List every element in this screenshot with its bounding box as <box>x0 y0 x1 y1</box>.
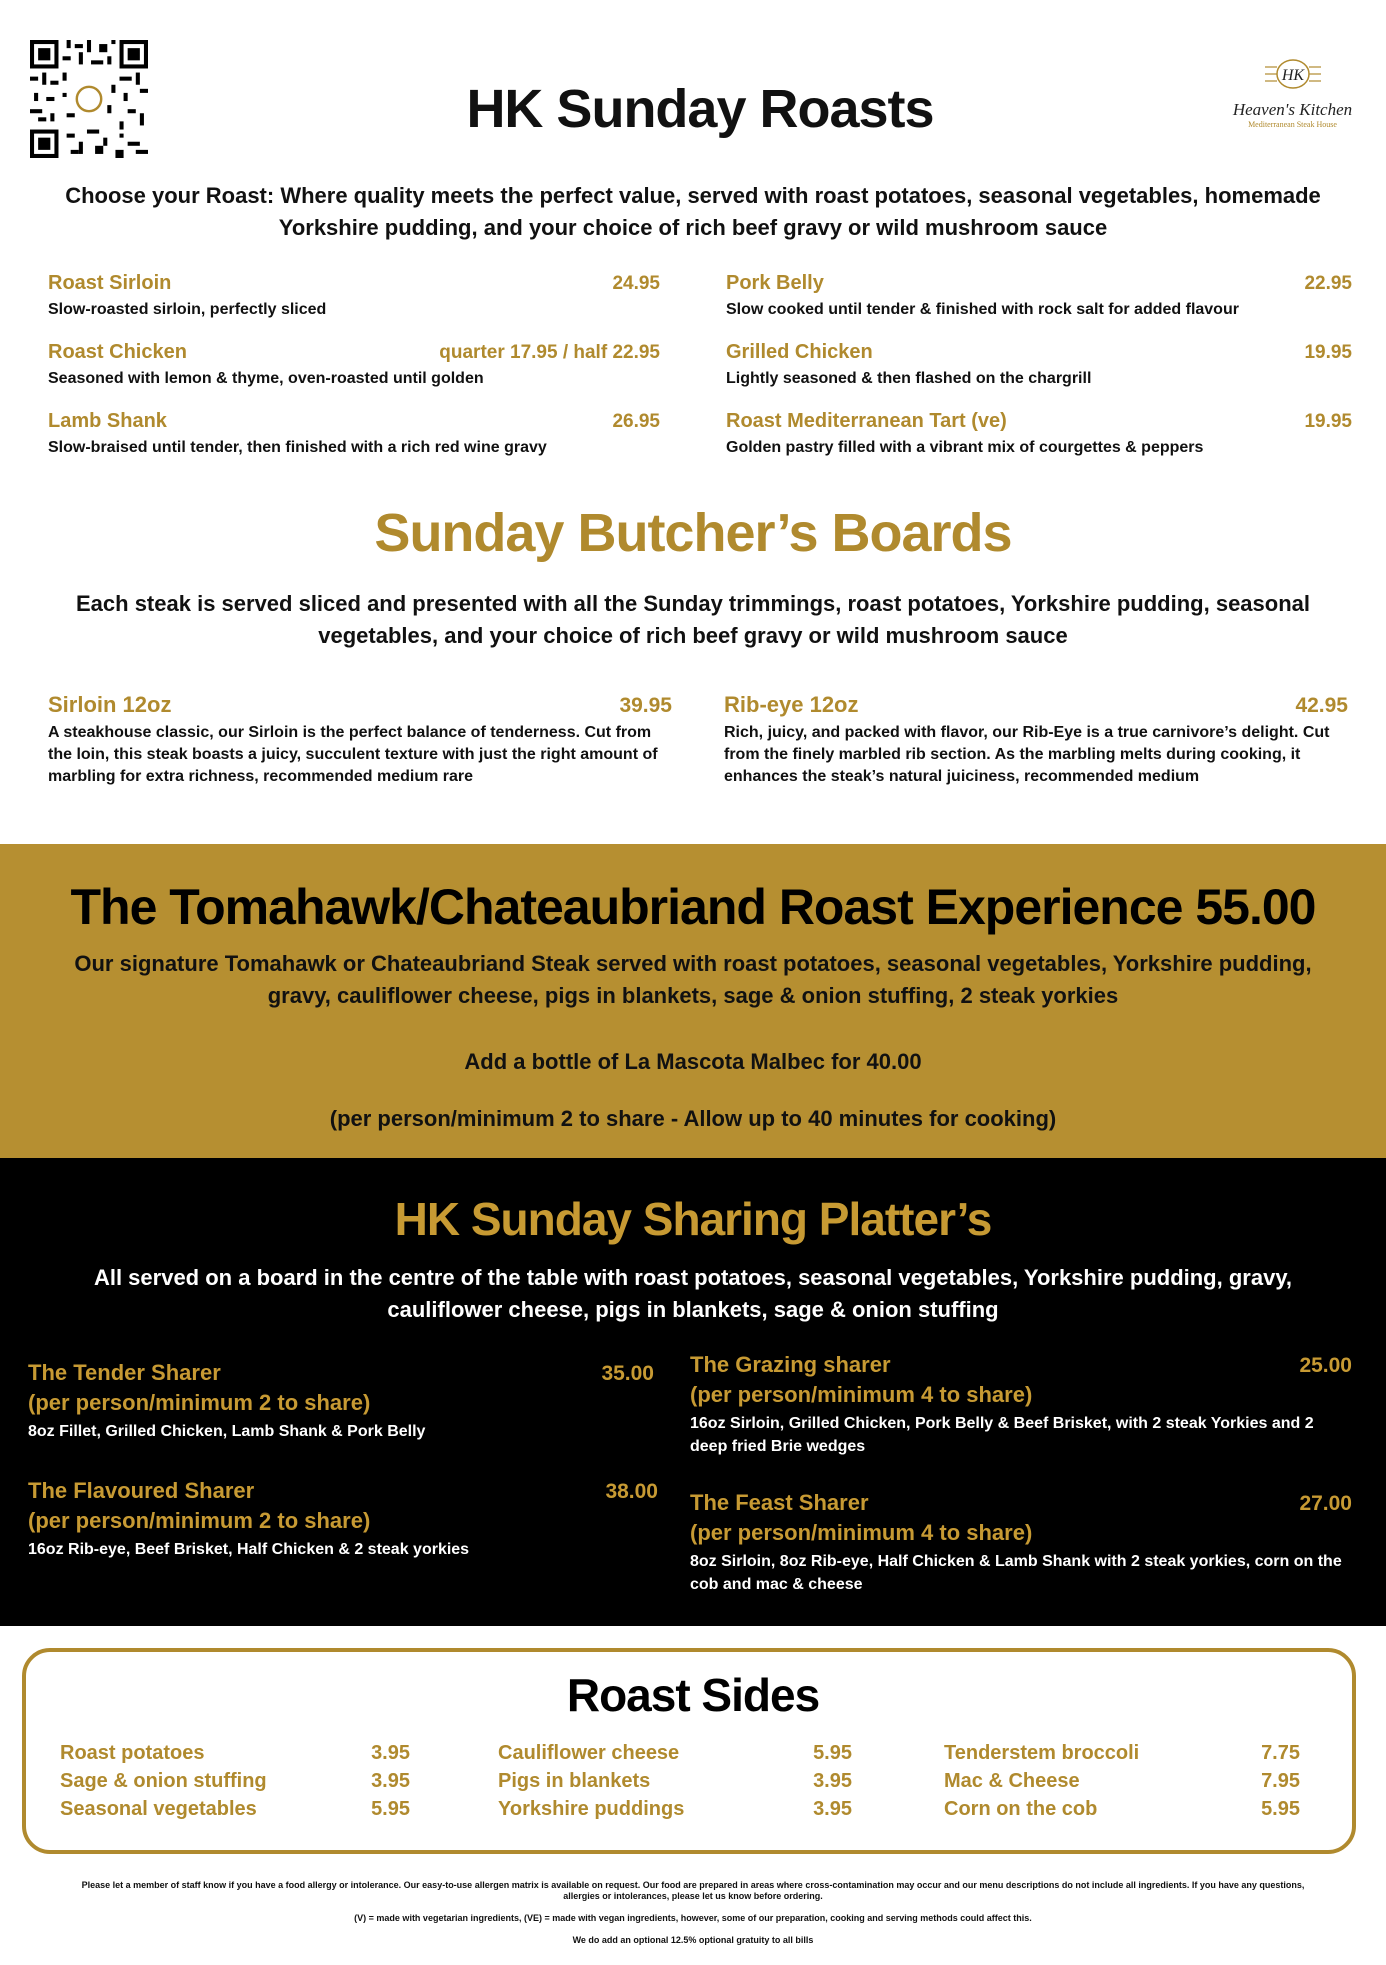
side-price: 7.95 <box>1261 1770 1300 1792</box>
logo-name: Heaven's Kitchen <box>1232 100 1353 119</box>
sharer-desc: 8oz Sirloin, 8oz Rib-eye, Half Chicken & Lamb Shank with 2 steak yorkies, corn on the cob and mac & cheese <box>690 1553 1342 1593</box>
sharer-price: 27.00 <box>1299 1492 1352 1515</box>
side-name: Cauliflower cheese <box>498 1742 680 1764</box>
menu-item-grilled-chicken <box>726 341 1352 390</box>
side-price: 3.95 <box>371 1770 410 1792</box>
side-price: 5.95 <box>1261 1798 1300 1820</box>
item-price: 26.95 <box>612 411 660 432</box>
item-price: 22.95 <box>1304 273 1352 294</box>
side-price: 5.95 <box>813 1742 852 1764</box>
sharer-feast <box>690 1490 1352 1596</box>
item-price: 42.95 <box>1295 694 1348 717</box>
boards-title: Sunday Butcher’s Boards <box>374 503 1012 563</box>
item-desc: Slow-roasted sirloin, perfectly sliced <box>48 301 327 318</box>
sharer-grazing <box>690 1352 1352 1458</box>
item-name: Pork Belly <box>726 272 824 294</box>
sharer-desc: 16oz Rib-eye, Beef Brisket, Half Chicken & 2 steak yorkies <box>28 1541 470 1558</box>
sharer-min: (per person/minimum 4 to share) <box>690 1520 1033 1545</box>
menu-item-roast-chicken <box>48 341 660 390</box>
item-price: 24.95 <box>612 273 660 294</box>
item-name: Roast Mediterranean Tart (ve) <box>726 410 1007 432</box>
sharer-desc: 8oz Fillet, Grilled Chicken, Lamb Shank & Pork Belly <box>28 1423 426 1440</box>
item-price: quarter 17.95 / half 22.95 <box>439 342 660 363</box>
item-name: Sirloin 12oz <box>48 692 172 717</box>
menu-item-pork-belly <box>726 272 1352 321</box>
side-price: 3.95 <box>813 1798 852 1820</box>
side-item <box>498 1798 852 1821</box>
side-price: 3.95 <box>813 1770 852 1792</box>
svg-text:HK: HK <box>1281 67 1304 84</box>
item-price: 19.95 <box>1304 411 1352 432</box>
item-name: Roast Sirloin <box>48 272 172 294</box>
boards-intro: Each steak is served sliced and presented with all the Sunday trimmings, roast potatoes, Yorkshire pudding, seasonal vegetables, and your choice of rich beef gravy or wild mushroom sauce <box>76 591 1310 648</box>
item-desc: Seasoned with lemon & thyme, oven-roasted until golden <box>48 370 484 387</box>
gratuity-note: We do add an optional 12.5% optional gratuity to all bills <box>572 1935 814 1945</box>
sharer-min: (per person/minimum 4 to share) <box>690 1382 1033 1407</box>
side-item <box>60 1770 410 1793</box>
roast-intro: Choose your Roast: Where quality meets the perfect value, served with roast potatoes, seasonal vegetables, homemade Yorkshire pudding, and your choice of rich beef gravy or wild mushroom sauce <box>65 183 1321 240</box>
side-item <box>60 1742 410 1765</box>
side-name: Corn on the cob <box>944 1798 1098 1820</box>
sharer-name: The Flavoured Sharer <box>28 1478 255 1503</box>
sharer-tender <box>28 1360 654 1443</box>
sharer-name: The Feast Sharer <box>690 1490 869 1515</box>
sharer-min: (per person/minimum 2 to share) <box>28 1390 371 1415</box>
experience-desc: Our signature Tomahawk or Chateaubriand Steak served with roast potatoes, seasonal vegetables, Yorkshire pudding, gravy, cauliflower cheese, pigs in blankets, sage & onion stuffing, 2 steak yorkies <box>74 951 1312 1008</box>
sides-title: Roast Sides <box>566 1669 820 1721</box>
item-name: Grilled Chicken <box>726 341 873 363</box>
side-name: Pigs in blankets <box>498 1770 651 1792</box>
sharing-intro: All served on a board in the centre of the table with roast potatoes, seasonal vegetables, Yorkshire pudding, gravy, cauliflower cheese, pigs in blankets, sage & onion stuffing <box>93 1265 1293 1322</box>
menu-item-ribeye-12oz <box>724 692 1348 788</box>
menu-item-roast-sirloin <box>48 272 660 321</box>
sharer-min: (per person/minimum 2 to share) <box>28 1508 371 1533</box>
side-price: 5.95 <box>371 1798 410 1820</box>
side-item <box>60 1798 410 1821</box>
item-desc: Rich, juicy, and packed with flavor, our Rib-Eye is a true carnivore’s delight. Cut from the finely marbled rib section. As the marbling melts during cooking, it enhances the steak’s natural juiciness, recommended medium <box>724 724 1330 785</box>
side-item <box>498 1770 852 1793</box>
item-desc: A steakhouse classic, our Sirloin is the perfect balance of tenderness. Cut from the loin, this steak boasts a juicy, succulent texture with just the right amount of marbling for extra richness, recommended medium rare <box>48 724 658 785</box>
logo-tagline: Mediterranean Steak House <box>1248 120 1337 129</box>
sharer-desc: 16oz Sirloin, Grilled Chicken, Pork Belly & Beef Brisket, with 2 steak Yorkies and 2 deep fried Brie wedges <box>690 1415 1314 1455</box>
menu-item-sirloin-12oz <box>48 692 672 788</box>
vegetarian-note: (V) = made with vegetarian ingredients, (VE) = made with vegan ingredients, however, some of our preparation, cooking and serving methods could affect this. <box>354 1913 1032 1923</box>
side-price: 3.95 <box>371 1742 410 1764</box>
item-desc: Slow-braised until tender, then finished with a rich red wine gravy <box>48 439 547 456</box>
side-name: Tenderstem broccoli <box>944 1742 1140 1764</box>
sharer-price: 35.00 <box>601 1362 654 1385</box>
item-desc: Golden pastry filled with a vibrant mix of courgettes & peppers <box>726 439 1204 456</box>
item-name: Lamb Shank <box>48 410 167 432</box>
side-item <box>498 1742 852 1765</box>
side-price: 7.75 <box>1261 1742 1300 1764</box>
sharer-name: The Grazing sharer <box>690 1352 891 1377</box>
side-item <box>944 1742 1300 1765</box>
item-desc: Slow cooked until tender & finished with rock salt for added flavour <box>726 301 1239 318</box>
sharer-price: 25.00 <box>1299 1354 1352 1377</box>
menu-item-mediterranean-tart <box>726 410 1352 459</box>
item-desc: Lightly seasoned & then flashed on the chargrill <box>726 370 1092 387</box>
sharing-title: HK Sunday Sharing Platter’s <box>394 1193 992 1245</box>
experience-note: (per person/minimum 2 to share - Allow up to 40 minutes for cooking) <box>329 1106 1057 1131</box>
item-name: Rib-eye 12oz <box>724 692 859 717</box>
side-name: Roast potatoes <box>60 1742 205 1764</box>
sharer-price: 38.00 <box>605 1480 658 1503</box>
page-title: HK Sunday Roasts <box>466 79 934 139</box>
item-price: 39.95 <box>619 694 672 717</box>
item-price: 19.95 <box>1304 342 1352 363</box>
allergy-note: Please let a member of staff know if you have a food allergy or intolerance. Our easy-to-use allergen matrix is available on request. Our food are prepared in areas where cross-contamination may occur and our menu descriptions do not include all ingredients. If you have any questions, allergies or intolerances, please let us know before ordering. <box>81 1880 1305 1901</box>
side-name: Sage & onion stuffing <box>60 1770 267 1792</box>
item-name: Roast Chicken <box>48 341 187 363</box>
sharer-name: The Tender Sharer <box>28 1360 221 1385</box>
side-name: Seasonal vegetables <box>60 1798 257 1820</box>
menu-item-lamb-shank <box>48 410 660 459</box>
experience-title: The Tomahawk/Chateaubriand Roast Experience 55.00 <box>70 879 1316 935</box>
side-name: Mac & Cheese <box>944 1770 1080 1792</box>
sharer-flavoured <box>28 1478 658 1561</box>
side-item <box>944 1798 1300 1821</box>
side-name: Yorkshire puddings <box>498 1798 685 1820</box>
experience-wine: Add a bottle of La Mascota Malbec for 40.00 <box>464 1049 922 1074</box>
side-item <box>944 1770 1300 1793</box>
